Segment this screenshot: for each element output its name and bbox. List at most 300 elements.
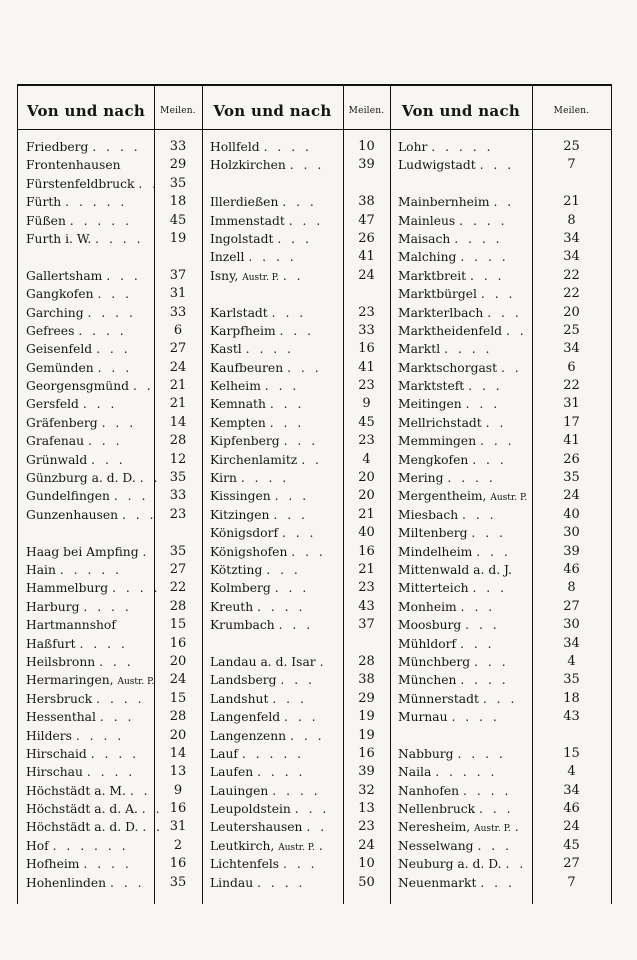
place-name: Mainbernheim — [398, 195, 490, 210]
miles-value — [343, 285, 390, 303]
place-row — [202, 745, 343, 763]
place-row — [18, 267, 154, 285]
place-column-1 — [18, 86, 164, 904]
miles-value: 25 — [563, 139, 580, 154]
miles-value: 24 — [358, 267, 375, 283]
leader-dots: . . . — [101, 415, 137, 430]
place-name: Markterlbach — [398, 305, 484, 320]
leader-dots: . . . — [273, 507, 308, 522]
place-row — [18, 156, 154, 174]
place-row — [18, 763, 154, 781]
place-row — [390, 340, 532, 358]
place-name: Maisach — [398, 231, 451, 246]
place-row — [18, 322, 154, 340]
leader-dots: . . . — [269, 415, 305, 430]
miles-list-1 — [154, 138, 202, 892]
place-name: Marktheidenfeld — [398, 323, 503, 338]
place-row — [18, 874, 154, 892]
miles-value: 10 — [358, 139, 375, 154]
leader-dots: . . . — [266, 562, 301, 577]
place-name: Langenfeld — [210, 710, 281, 725]
leader-dots: . . . — [479, 802, 514, 817]
leader-dots: . . . — [471, 526, 506, 541]
header-label: Von und nach — [26, 101, 146, 120]
miles-value: 29 — [358, 690, 375, 706]
place-name: Grünwald — [26, 452, 88, 467]
place-row — [202, 506, 343, 524]
place-name: Höchstädt a. M. — [26, 783, 126, 798]
miles-value: 14 — [169, 414, 187, 430]
miles-value: 25 — [563, 322, 580, 338]
postal-note: Austr. P. — [278, 842, 315, 853]
header-miles-2 — [343, 92, 390, 130]
miles-value: 26 — [358, 230, 375, 246]
place-name: Hersbruck — [26, 691, 93, 706]
leader-dots: . . . — [99, 710, 135, 725]
leader-dots: . . . — [472, 581, 507, 596]
place-row — [202, 359, 343, 377]
place-name: Nellenbruck — [398, 802, 476, 817]
place-name: Kissingen — [210, 489, 271, 504]
miles-value: 22 — [169, 580, 187, 596]
place-name: Marktl — [398, 342, 441, 357]
miles-value: 2 — [173, 837, 183, 853]
place-row — [202, 340, 343, 358]
miles-value: 40 — [563, 506, 580, 522]
miles-value: 35 — [169, 175, 187, 191]
leader-dots: . . — [505, 323, 527, 338]
distance-table — [17, 84, 612, 904]
place-row — [18, 469, 161, 487]
leader-dots: . . . . — [96, 691, 145, 706]
leader-dots: . . . — [279, 323, 315, 338]
place-row — [202, 763, 343, 781]
place-name: Kitzingen — [210, 507, 270, 522]
place-name: Mittenwald a. d. J. — [398, 562, 512, 577]
place-name: Murnau — [398, 710, 448, 725]
place-name: Gallertsham — [26, 268, 103, 283]
leader-dots: . . . . . — [59, 562, 123, 577]
miles-value: 16 — [358, 745, 375, 761]
place-name: Ingolstadt — [210, 231, 274, 246]
leader-dots: . . . — [480, 434, 515, 449]
place-name: Lindau — [210, 875, 254, 890]
place-name: Mengkofen — [398, 452, 469, 467]
place-row — [18, 432, 154, 450]
leader-dots: . . . — [462, 507, 497, 522]
leader-dots: . . . — [477, 838, 512, 853]
place-row — [390, 248, 532, 266]
place-list-3 — [390, 138, 532, 892]
place-name: Gangkofen — [26, 287, 94, 302]
leader-dots: . . . . — [444, 342, 493, 357]
miles-value: 43 — [563, 709, 580, 725]
place-name: Kipfenberg — [210, 434, 280, 449]
leader-dots: . . . — [474, 654, 509, 669]
leader-dots: . . . — [82, 397, 118, 412]
miles-value: 45 — [169, 212, 187, 228]
place-name: Gemünden — [26, 360, 94, 375]
leader-dots: . . . . . — [435, 765, 498, 780]
miles-value: 35 — [169, 874, 187, 890]
place-row — [390, 800, 532, 818]
leader-dots: . . . . — [451, 710, 500, 725]
place-name: Günzburg a. d. D. — [26, 471, 136, 486]
place-name: Friedberg — [26, 140, 89, 154]
miles-value: 10 — [358, 856, 375, 872]
place-name: Hartmannshof — [26, 618, 116, 633]
place-name: Frontenhausen — [26, 158, 121, 173]
place-name: Naila — [398, 765, 432, 780]
miles-value: 9 — [173, 782, 183, 798]
leader-dots: . . — [132, 379, 154, 394]
leader-dots: . . . — [284, 710, 319, 725]
leader-dots: . . . — [294, 802, 330, 817]
place-name: Landau a. d. Isar — [210, 654, 316, 669]
miles-value: 33 — [169, 304, 187, 320]
leader-dots: . . . — [482, 691, 518, 706]
header-label: Meilen. — [348, 105, 385, 116]
postal-note: Austr. P. — [117, 677, 155, 688]
miles-value — [154, 524, 202, 542]
leader-dots: . . . . — [78, 323, 127, 338]
postal-note: Austr. P. — [474, 824, 511, 835]
miles-value: 4 — [567, 764, 576, 780]
place-name: Hessenthal — [26, 710, 96, 725]
place-row — [18, 248, 154, 266]
miles-value: 43 — [358, 598, 375, 614]
place-row — [390, 377, 532, 395]
miles-value: 28 — [169, 709, 187, 725]
place-row — [390, 855, 532, 873]
place-row — [390, 763, 532, 781]
place-name: Kötzting — [210, 562, 263, 577]
place-name: Kirchenlamitz — [210, 452, 298, 467]
place-row — [18, 359, 154, 377]
place-name: Lohr — [398, 140, 428, 154]
place-row — [390, 359, 532, 377]
place-name: Hilders — [26, 728, 72, 743]
miles-value: 24 — [169, 672, 187, 688]
place-row — [390, 690, 532, 708]
place-name: Meitingen — [398, 397, 462, 412]
place-name: Krumbach — [210, 618, 275, 633]
place-row — [390, 506, 532, 524]
place-row — [202, 543, 343, 561]
place-name: Georgensgmünd — [26, 379, 130, 394]
place-name: Hohenlinden — [26, 875, 107, 890]
place-name: Mainleus — [398, 213, 456, 228]
miles-value — [343, 635, 390, 653]
miles-value: 34 — [563, 230, 580, 246]
leader-dots: . . . . — [86, 765, 136, 780]
leader-dots: . . . . . — [431, 140, 494, 154]
miles-value: 34 — [563, 635, 580, 651]
place-row — [390, 487, 532, 505]
leader-dots: . . — [301, 452, 322, 467]
leader-dots: . . . — [106, 268, 141, 283]
leader-dots: . . . . — [459, 213, 508, 228]
miles-column-2 — [343, 86, 391, 904]
place-row — [202, 782, 343, 800]
place-row — [202, 708, 343, 726]
leader-dots: . . . — [460, 636, 495, 651]
miles-value: 40 — [358, 525, 375, 541]
miles-list-2 — [343, 138, 390, 892]
place-row — [202, 487, 343, 505]
place-name: Harburg — [26, 599, 80, 614]
leader-dots: . . . — [289, 158, 325, 173]
place-row — [390, 267, 532, 285]
leader-dots: . . . . — [463, 783, 512, 798]
leader-dots: . . . — [278, 618, 314, 633]
miles-value: 30 — [563, 525, 580, 541]
miles-value: 20 — [358, 488, 375, 504]
place-row — [202, 322, 343, 340]
leader-dots: . — [142, 544, 150, 559]
place-row — [202, 304, 343, 322]
place-name: Hirschau — [26, 765, 83, 780]
miles-value: 20 — [358, 470, 375, 486]
place-row — [18, 800, 163, 818]
miles-value: 41 — [358, 359, 375, 375]
miles-value: 13 — [358, 801, 375, 817]
place-name: Hermaringen, — [26, 673, 114, 688]
leader-dots: . . — [500, 360, 522, 375]
miles-value: 33 — [169, 139, 187, 154]
leader-dots: . . . . — [240, 471, 290, 486]
leader-dots: . . . . — [112, 581, 161, 596]
leader-dots: . . . — [113, 489, 149, 504]
miles-value: 47 — [358, 212, 375, 228]
place-name: Kreuth — [210, 599, 254, 614]
leader-dots: . . . . — [79, 636, 128, 651]
place-name: Immenstadt — [210, 213, 285, 228]
place-name: Haßfurt — [26, 636, 76, 651]
place-row — [202, 874, 343, 892]
miles-column-3 — [532, 86, 612, 904]
place-row — [18, 855, 154, 873]
place-row — [202, 432, 343, 450]
place-row — [390, 432, 532, 450]
place-row — [18, 524, 154, 542]
place-row — [202, 414, 343, 432]
place-name: Nabburg — [398, 746, 454, 761]
place-name: Fürstenfeldbruck — [26, 176, 135, 191]
place-name: Lauingen — [210, 783, 269, 798]
place-row — [390, 727, 532, 745]
header-label: Von und nach — [213, 101, 332, 120]
miles-value: 35 — [169, 543, 187, 559]
place-row — [18, 708, 154, 726]
place-name: Höchstädt a. d. D. — [26, 820, 139, 835]
place-row — [390, 285, 532, 303]
place-name: Hain — [26, 562, 56, 577]
miles-value: 20 — [169, 727, 187, 743]
leader-dots: . . . — [468, 379, 503, 394]
leader-dots: . . . — [465, 618, 500, 633]
place-name: Lichtenfels — [210, 857, 280, 872]
leader-dots: . . . . — [447, 471, 496, 486]
miles-value: 15 — [169, 617, 187, 633]
place-name: Moosburg — [398, 618, 462, 633]
miles-value: 45 — [563, 837, 580, 853]
miles-value: 8 — [567, 212, 576, 228]
place-name: Miltenberg — [398, 526, 468, 541]
leader-dots: . . . . — [92, 140, 141, 154]
place-row — [390, 561, 532, 579]
place-name: Kempten — [210, 415, 266, 430]
leader-dots: . . . . — [460, 250, 509, 265]
place-row — [18, 451, 154, 469]
leader-dots: . . . . . . — [52, 838, 129, 853]
miles-value: 39 — [358, 764, 375, 780]
miles-value: 6 — [567, 359, 576, 375]
place-row — [390, 193, 532, 211]
place-row — [390, 543, 532, 561]
miles-value: 39 — [358, 157, 375, 173]
miles-value: 46 — [563, 801, 580, 817]
place-row — [18, 285, 154, 303]
leader-dots: . — [514, 820, 522, 835]
leader-dots: . . . — [269, 397, 305, 412]
miles-value: 31 — [563, 396, 580, 412]
miles-value: 41 — [563, 433, 580, 449]
place-row — [390, 524, 532, 542]
miles-value: 22 — [563, 378, 580, 394]
place-row — [202, 524, 343, 542]
leader-dots: . . . — [283, 857, 318, 872]
leader-dots: . . . — [282, 195, 317, 210]
place-row — [18, 193, 154, 211]
place-name: Münnerstadt — [398, 691, 479, 706]
place-row — [390, 304, 532, 322]
leader-dots: . . . . — [272, 783, 321, 798]
place-name: Furth i. W. — [26, 231, 92, 246]
place-name: Gunzenhausen — [26, 507, 119, 522]
place-row — [18, 579, 161, 597]
leader-dots: . . . . — [460, 673, 509, 688]
place-row — [202, 175, 343, 193]
place-row — [18, 782, 154, 800]
miles-value: 24 — [563, 488, 580, 504]
leader-dots: . . . . . — [241, 746, 305, 761]
place-name: Holzkirchen — [210, 158, 286, 173]
place-name: Kaufbeuren — [210, 360, 284, 375]
miles-value: 7 — [567, 874, 576, 890]
place-name: Münchberg — [398, 654, 471, 669]
place-name: Marktschorgast — [398, 360, 498, 375]
place-row — [202, 579, 343, 597]
place-name: Mellrichstadt — [398, 415, 482, 430]
place-name: Langenzenn — [210, 728, 287, 743]
place-name: Leutkirch, — [210, 838, 275, 853]
leader-dots: . . . — [274, 581, 310, 596]
miles-value — [532, 175, 611, 193]
place-name: Gersfeld — [26, 397, 79, 412]
place-name: Kastl — [210, 342, 242, 357]
place-row — [202, 469, 343, 487]
place-name: Neuburg a. d. D. — [398, 857, 502, 872]
place-row — [18, 543, 154, 561]
place-name: Nesselwang — [398, 838, 474, 853]
miles-value: 34 — [563, 341, 580, 357]
place-name: Marktsteft — [398, 379, 465, 394]
leader-dots: . . . . — [90, 746, 140, 761]
place-row — [390, 653, 532, 671]
place-name: Gundelfingen — [26, 489, 110, 504]
place-list-2 — [202, 138, 343, 892]
miles-value: 19 — [358, 727, 375, 743]
place-name: Grafenau — [26, 434, 85, 449]
place-row — [202, 561, 343, 579]
place-row — [18, 377, 154, 395]
place-name: Lauf — [210, 746, 238, 761]
leader-dots: . . . — [287, 360, 322, 375]
miles-value: 16 — [169, 801, 187, 817]
miles-list-3 — [532, 138, 611, 892]
miles-value: 16 — [358, 543, 375, 559]
miles-value — [343, 175, 390, 193]
place-name: Ludwigstadt — [398, 158, 476, 173]
miles-value: 21 — [563, 194, 580, 210]
leader-dots: . . . . — [248, 250, 297, 265]
place-row — [202, 395, 343, 413]
leader-dots: . . . — [96, 342, 131, 357]
leader-dots: . . . . — [454, 231, 503, 246]
miles-column-1 — [154, 86, 203, 904]
miles-value: 16 — [358, 341, 375, 357]
place-name: Marktbürgel — [398, 287, 477, 302]
miles-value: 37 — [358, 617, 375, 633]
place-row — [18, 304, 154, 322]
miles-value: 35 — [169, 470, 187, 486]
place-name: Hollfeld — [210, 140, 260, 154]
miles-value: 15 — [563, 745, 580, 761]
place-name: Geisenfeld — [26, 342, 93, 357]
miles-value: 21 — [358, 561, 375, 577]
place-name: Illerdießen — [210, 195, 279, 210]
place-name: Miesbach — [398, 507, 459, 522]
place-row — [390, 708, 532, 726]
leader-dots: . . . — [281, 526, 317, 541]
leader-dots: . . — [306, 820, 328, 835]
postal-note: Austr. P. — [242, 272, 279, 283]
place-name: Mindelheim — [398, 544, 473, 559]
miles-value: 16 — [169, 856, 187, 872]
place-name: Leutershausen — [210, 820, 303, 835]
header-from-to-2 — [202, 92, 343, 130]
miles-value: 34 — [563, 782, 580, 798]
leader-dots: . . . — [121, 507, 157, 522]
place-name: Laufen — [210, 765, 254, 780]
place-name: Königsdorf — [210, 526, 278, 541]
miles-value: 29 — [169, 157, 187, 173]
leader-dots: . . . — [277, 231, 312, 246]
place-name: Inzell — [210, 250, 245, 265]
place-name: Hofheim — [26, 857, 80, 872]
place-name: Kelheim — [210, 379, 261, 394]
place-row — [18, 561, 154, 579]
leader-dots: . . — [505, 857, 527, 872]
place-name: Garching — [26, 305, 84, 320]
leader-dots: . . — [142, 820, 164, 835]
leader-dots: . . . — [460, 599, 496, 614]
place-name: Karlstadt — [210, 305, 268, 320]
miles-value — [154, 248, 202, 266]
leader-dots: . . . — [465, 397, 501, 412]
place-name: Gefrees — [26, 323, 75, 338]
